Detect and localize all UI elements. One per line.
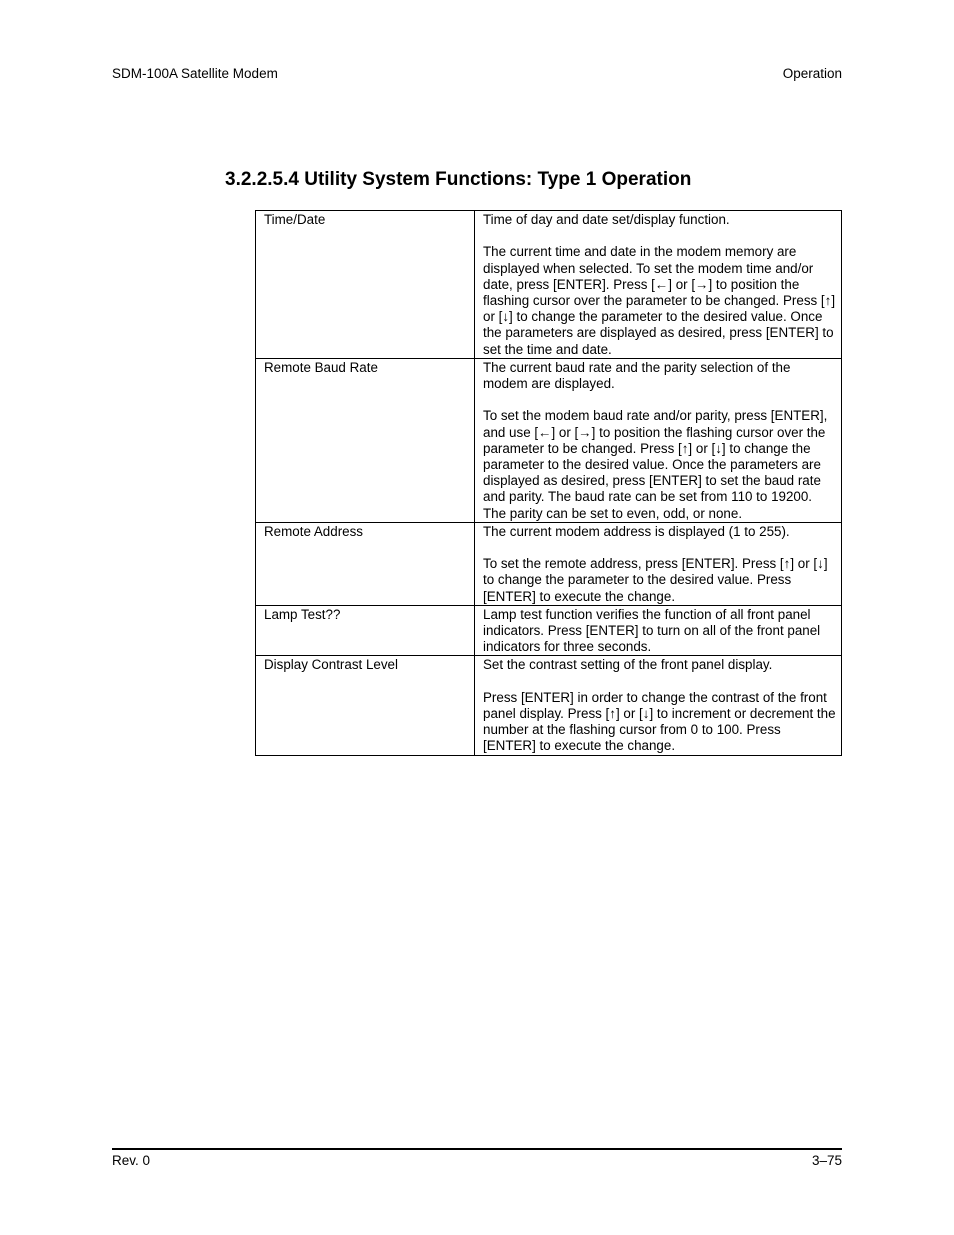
description-paragraph: The current modem address is displayed (1 to 255). xyxy=(483,523,790,539)
header-document-title: SDM-100A Satellite Modem xyxy=(112,66,278,81)
function-name-cell: Time/Date xyxy=(256,211,475,359)
description-paragraph: To set the remote address, press [ENTER]. Press [↑] or [↓] to change the parameter to the desired value. Press [ENTER] to execute the change. xyxy=(483,556,828,604)
table-row xyxy=(256,358,842,522)
function-name-cell: Lamp Test?? xyxy=(256,605,475,656)
footer-page-number: 3–75 xyxy=(811,1153,842,1168)
footer-revision: Rev. 0 xyxy=(112,1153,151,1168)
function-name-cell: Remote Baud Rate xyxy=(256,358,475,522)
table-row xyxy=(256,605,842,656)
function-description-cell xyxy=(475,358,842,522)
description-paragraph: Press [ENTER] in order to change the contrast of the front panel display. Press [↑] or [↓] to increment or decrement the number at the flashing cursor from 0 to 100. Press [ENTER] to execute the change. xyxy=(483,689,836,754)
function-name-cell: Remote Address xyxy=(256,522,475,605)
description-paragraph: Lamp test function verifies the function of all front panel indicators. Press [ENTER] to turn on all of the front panel indicators for three seconds. xyxy=(483,606,821,655)
description-paragraph: Time of day and date set/display function. xyxy=(483,212,730,227)
footer-divider xyxy=(112,1148,842,1150)
function-description-cell xyxy=(475,656,842,755)
function-name-cell: Display Contrast Level xyxy=(256,656,475,755)
table-row xyxy=(256,211,842,359)
section-title: 3.2.2.5.4 Utility System Functions: Type 1 Operation xyxy=(225,169,692,190)
description-paragraph: Set the contrast setting of the front panel display. xyxy=(483,657,773,673)
page-footer xyxy=(112,1153,842,1173)
function-description-cell xyxy=(475,211,842,359)
function-description-cell xyxy=(475,605,842,656)
description-paragraph: To set the modem baud rate and/or parity, press [ENTER], and use [←] or [→] to position the flashing cursor over the parameter to be changed. Press [↑] or [↓] to change the parameter to the desired value. Once the parameters are displayed as desired, press [ENTER] to set the baud rate and parity. The baud rate can be set from 110 to 19200. The parity can be set to even, odd, or none. xyxy=(483,408,828,521)
page-header xyxy=(112,66,842,86)
function-description-cell xyxy=(475,522,842,605)
table-row xyxy=(256,656,842,755)
description-paragraph: The current time and date in the modem memory are displayed when selected. To set the modem time and/or date, press [ENTER]. Press [←] or [→] to position the flashing cursor over the parameter to be changed. Press [↑] or [↓] to change the parameter to the desired value. Once the parameters are displayed as desired, press [ENTER] to set the time and date. xyxy=(483,244,836,357)
utility-functions-table xyxy=(255,210,842,756)
header-chapter-name: Operation xyxy=(782,66,842,81)
description-paragraph: The current baud rate and the parity selection of the modem are displayed. xyxy=(483,359,791,392)
table-row xyxy=(256,522,842,605)
